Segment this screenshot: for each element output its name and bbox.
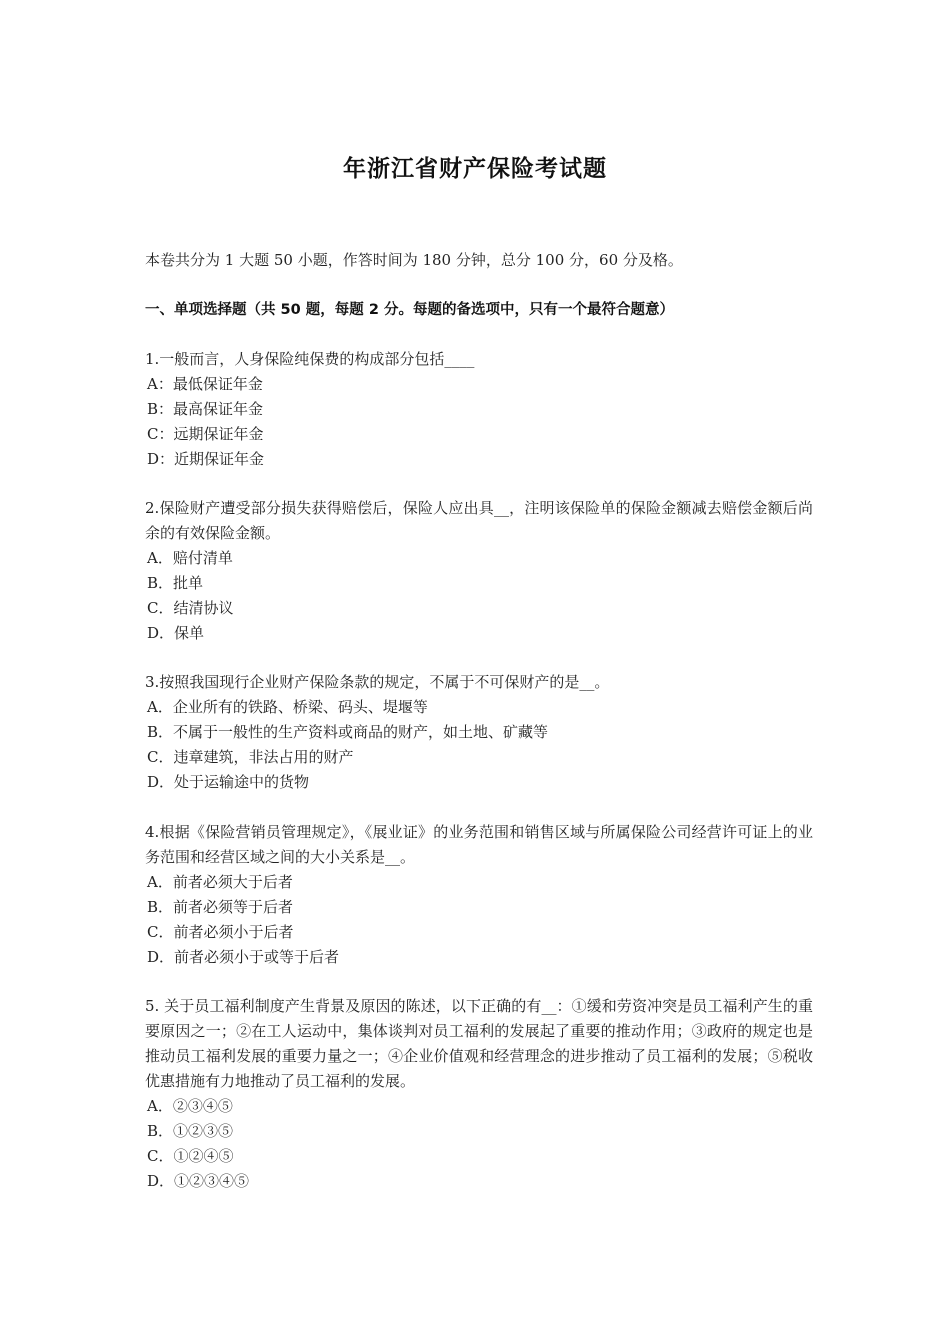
option-b: B．①②③⑤ bbox=[147, 1122, 234, 1140]
question-2 bbox=[145, 496, 813, 646]
section-heading: 一、单项选择题（共 50 题，每题 2 分。每题的备选项中，只有一个最符合题意） bbox=[145, 302, 674, 318]
option-c: C．结清协议 bbox=[147, 599, 234, 617]
option-c: C．①②④⑤ bbox=[147, 1147, 234, 1165]
option-a: A．赔付清单 bbox=[147, 549, 233, 567]
question-4 bbox=[145, 820, 813, 970]
option-c: C．前者必须小于后者 bbox=[147, 923, 294, 941]
option-b: B．不属于一般性的生产资料或商品的财产，如土地、矿藏等 bbox=[147, 723, 549, 741]
option-d: D．前者必须小于或等于后者 bbox=[147, 948, 340, 966]
question-1 bbox=[145, 347, 813, 472]
option-c: C．违章建筑，非法占用的财产 bbox=[147, 748, 354, 766]
option-list bbox=[145, 695, 813, 795]
option-b: B．批单 bbox=[147, 574, 204, 592]
question-stem: 3.按照我国现行企业财产保险条款的规定，不属于不可保财产的是__。 bbox=[145, 673, 610, 691]
option-d: D．保单 bbox=[147, 624, 205, 642]
question-stem: 2.保险财产遭受部分损失获得赔偿后，保险人应出具__，注明该保险单的保险金额减去赔偿金额后尚余的有效保险金额。 bbox=[145, 499, 813, 542]
option-list bbox=[145, 372, 813, 472]
option-d: D：近期保证年金 bbox=[147, 450, 265, 468]
option-a: A：最低保证年金 bbox=[147, 375, 263, 393]
question-3 bbox=[145, 670, 813, 795]
option-d: D．处于运输途中的货物 bbox=[147, 773, 310, 791]
option-c: C：远期保证年金 bbox=[147, 425, 264, 443]
question-5 bbox=[145, 994, 813, 1194]
question-stem: 4.根据《保险营销员管理规定》，《展业证》的业务范围和销售区域与所属保险公司经营许可证上的业务范围和经营区域之间的大小关系是__。 bbox=[145, 823, 813, 866]
option-list bbox=[145, 546, 813, 646]
document-title: 年浙江省财产保险考试题 bbox=[343, 156, 607, 182]
exam-intro: 本卷共分为 1 大题 50 小题，作答时间为 180 分钟，总分 100 分，60 分及格。 bbox=[145, 251, 683, 269]
option-b: B．前者必须等于后者 bbox=[147, 898, 294, 916]
option-list bbox=[145, 870, 813, 970]
option-a: A．②③④⑤ bbox=[147, 1097, 233, 1115]
question-stem: 1.一般而言，人身保险纯保费的构成部分包括____ bbox=[145, 350, 475, 368]
question-stem: 5. 关于员工福利制度产生背景及原因的陈述，以下正确的有__：①缓和劳资冲突是员工福利产生的重要原因之一；②在工人运动中，集体谈判对员工福利的发展起了重要的推动作用；③政府的规定也是推动员工福利发展的重要力量之一；④企业价值观和经营理念的进步推动了员工福利的发展；⑤税收优惠措施有力地推动了员工福利的发展。 bbox=[145, 997, 813, 1090]
option-a: A．前者必须大于后者 bbox=[147, 873, 293, 891]
option-list bbox=[145, 1094, 813, 1194]
option-a: A．企业所有的铁路、桥梁、码头、堤堰等 bbox=[147, 698, 428, 716]
option-d: D．①②③④⑤ bbox=[147, 1172, 250, 1190]
option-b: B：最高保证年金 bbox=[147, 400, 264, 418]
